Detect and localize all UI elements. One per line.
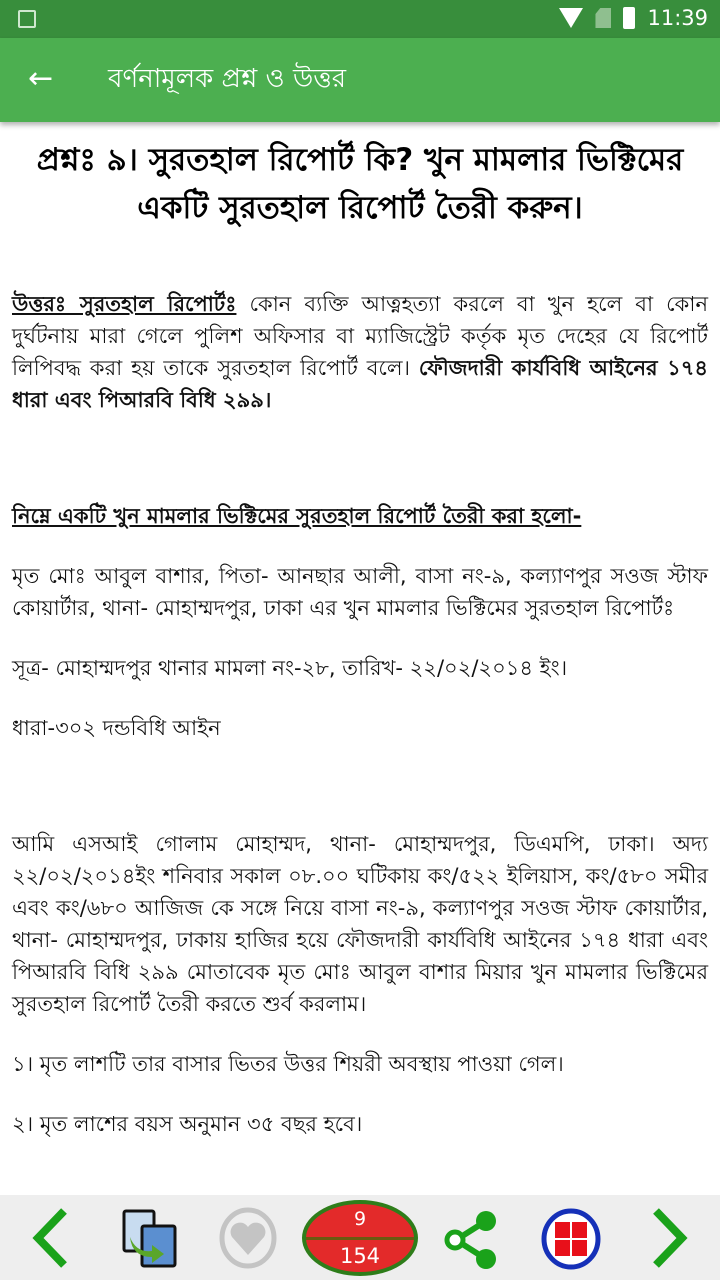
subheading: নিম্নে একটি খুন মামলার ভিক্টিমের সুরতহাল রিপোর্ট তৈরী করা হলো-: [12, 504, 582, 528]
app-toolbar: [0, 38, 720, 122]
favorite-heart-icon[interactable]: [218, 1207, 278, 1269]
clock: 11:39: [647, 6, 708, 30]
section-line: ধারা-৩০২ দন্ডবিধি আইন: [12, 716, 221, 740]
status-bar: [0, 0, 720, 38]
answer-text: কোন ব্যক্তি আত্নহত্যা করলে বা খুন হলে বা কোন দুর্ঘটনায় মারা গেলে পুলিশ অফিসার বা ম্যাজিস্ট্রেট কর্তৃক মৃত দেহের যে রিপোর্ট লিপিবদ্ধ করা হয় তাকে সুরতহাল রিপোর্ট বলে।: [12, 292, 708, 380]
back-arrow-icon[interactable]: ←: [28, 61, 54, 96]
battery-charging-icon: [623, 7, 635, 29]
counter-divider: [306, 1237, 414, 1240]
answer-law: ফৌজদারী কার্যবিধি আইনের ১৭৪ ধারা এবং পিআরবি বিধি ২৯৯।: [12, 356, 709, 412]
copy-icon[interactable]: [122, 1209, 178, 1269]
answer-paragraph: [12, 288, 708, 416]
menu-grid-icon[interactable]: [540, 1207, 602, 1271]
next-chevron-icon[interactable]: [650, 1207, 690, 1269]
total-pages: 154: [339, 1244, 381, 1268]
bottom-navigation-bar: [0, 1195, 720, 1280]
previous-chevron-icon[interactable]: [30, 1207, 70, 1269]
share-icon[interactable]: [442, 1209, 502, 1269]
wifi-icon: [559, 8, 583, 28]
no-sim-icon: [595, 8, 611, 28]
current-page: 9: [353, 1208, 367, 1230]
report-item-2: ২। মৃত লাশের বয়স অনুমান ৩৫ বছর হবে।: [12, 1112, 363, 1136]
report-intro: মৃত মোঃ আবুল বাশার, পিতা- আনছার আলী, বাসা নং-৯, কল্যাণপুর সওজ স্টাফ কোয়ার্টার, থানা- মোহাম্মদপুর, ঢাকা এর খুন মামলার ভিক্টিমের সুরতহাল রিপোর্টঃ: [12, 564, 708, 620]
report-body: আমি এসআই গোলাম মোহাম্মদ, থানা- মোহাম্মদপুর, ডিএমপি, ঢাকা। অদ্য ২২/০২/২০১৪ইং শনিবার সকাল ০৮.০০ ঘটিকায় কং/৫২২ ইলিয়াস, কং/৫৮০ সমীর এবং কং/৬৮০ আজিজ কে সঙ্গে নিয়ে বাসা নং-৯, কল্যাণপুর সওজ স্টাফ কোয়ার্টার, থানা- মোহাম্মদপুর, ঢাকায় হাজির হয়ে ফৌজদারী কার্যবিধি আইনের ১৭৪ ধারা এবং পিআরবি বিধি ২৯৯ মোতাবেক মৃত মোঃ আবুল বাশার মিয়ার খুন মামলার ভিক্টিমের সুরতহাল রিপোর্ট তৈরী করতে শুর্ব করলাম।: [12, 832, 708, 1016]
gallery-notification-icon: [18, 10, 36, 28]
question-heading: প্রশ্নঃ ৯। সুরতহাল রিপোর্ট কি? খুন মামলার ভিক্টিমের একটি সুরতহাল রিপোর্ট তৈরী করুন।: [36, 142, 684, 226]
report-item-1: ১। মৃত লাশটি তার বাসার ভিতর উত্তর শিয়রী অবস্থায় পাওয়া গেল।: [12, 1052, 564, 1076]
reference-line: সূত্র- মোহাম্মদপুর থানার মামলা নং-২৮, তারিখ- ২২/০২/২০১৪ ইং।: [12, 656, 568, 680]
article-content[interactable]: [0, 122, 720, 1195]
toolbar-title: বর্ণনামূলক প্রশ্ন ও উত্তর: [108, 64, 347, 94]
page-counter[interactable]: [302, 1200, 418, 1276]
answer-label: উত্তরঃ সুরতহাল রিপোর্টঃ: [12, 292, 237, 316]
